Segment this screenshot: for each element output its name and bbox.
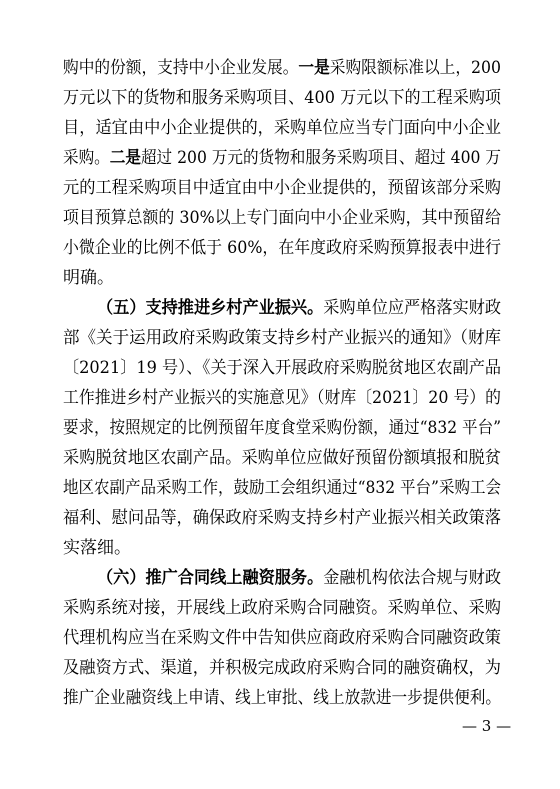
- paragraph-line-20: 代理机构应当在采购文件中告知供应商政府采购合同融资政策: [63, 628, 501, 648]
- paragraph-line-16: 福利、慰问品等，确保政府采购支持乡村产业振兴相关政策落: [63, 508, 501, 528]
- paragraph-line-7: 小微企业的比例不低于 60%，在年度政府采购预算报表中进行: [63, 238, 501, 258]
- emphasis-er-shi: 二是: [109, 148, 141, 168]
- section-6-heading: （六）推广合同线上融资服务。: [97, 568, 324, 588]
- paragraph-line-1: 购中的份额，支持中小企业发展。一是采购限额标准以上，200: [63, 58, 501, 78]
- paragraph-line-12: 工作推进乡村产业振兴的实施意见》（财库〔2021〕20 号）的: [63, 388, 501, 408]
- paragraph-line-14: 采购脱贫地区农副产品。采购单位应做好预留份额填报和脱贫: [63, 448, 501, 468]
- emphasis-yi-shi: 一是: [298, 58, 330, 78]
- paragraph-line-11: 〔2021〕19 号）、《关于深入开展政府采购脱贫地区农副产品: [63, 358, 501, 378]
- paragraph-line-13: 要求，按照规定的比例预留年度食堂采购份额，通过“832 平台”: [63, 418, 501, 438]
- paragraph-line-19: 采购系统对接，开展线上政府采购合同融资。采购单位、采购: [63, 598, 501, 618]
- paragraph-line-5: 元的工程采购项目中适宜由中小企业提供的，预留该部分采购: [63, 178, 501, 198]
- paragraph-line-3: 目，适宜由中小企业提供的，采购单位应当专门面向中小企业: [63, 118, 501, 138]
- paragraph-line-10: 部《关于运用政府采购政策支持乡村产业振兴的通知》（财库: [63, 328, 501, 348]
- paragraph-line-4: 采购。二是超过 200 万元的货物和服务采购项目、超过 400 万: [63, 148, 501, 168]
- paragraph-line-6: 项目预算总额的 30%以上专门面向中小企业采购，其中预留给: [63, 208, 501, 228]
- paragraph-line-15: 地区农副产品采购工作，鼓励工会组织通过“832 平台”采购工会: [63, 478, 501, 498]
- page-number: — 3 —: [462, 717, 512, 735]
- section-5-heading: （五）支持推进乡村产业振兴。: [97, 298, 324, 318]
- paragraph-line-2: 万元以下的货物和服务采购项目、400 万元以下的工程采购项: [63, 88, 501, 108]
- paragraph-line-17: 实落细。: [63, 538, 131, 558]
- section-6-heading-line: （六）推广合同线上融资服务。金融机构依法合规与财政: [97, 568, 501, 588]
- paragraph-line-22: 推广企业融资线上申请、线上审批、线上放款进一步提供便利。: [63, 688, 501, 708]
- paragraph-line-21: 及融资方式、渠道，并积极完成政府采购合同的融资确权，为: [63, 658, 501, 678]
- paragraph-line-8: 明确。: [63, 268, 114, 288]
- section-5-heading-line: （五）支持推进乡村产业振兴。采购单位应严格落实财政: [97, 298, 501, 318]
